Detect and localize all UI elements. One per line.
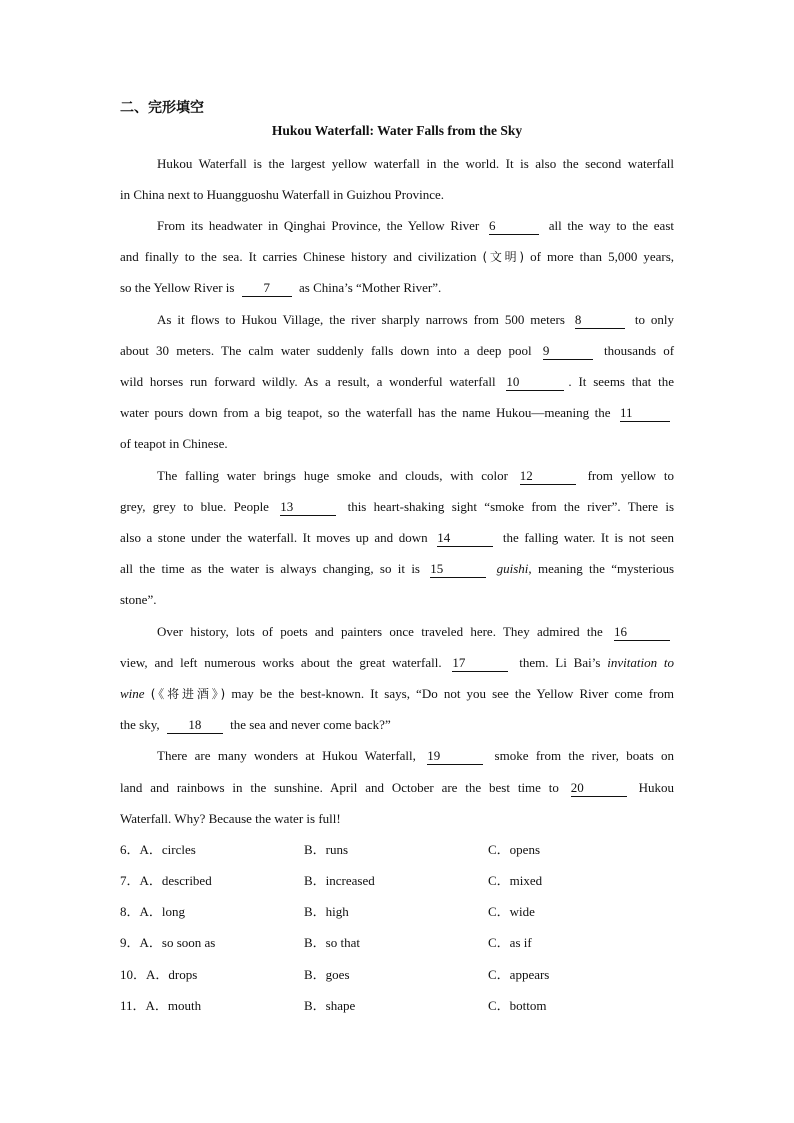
option-8-b[interactable]: B．high [304, 904, 349, 919]
option-11-b[interactable]: B．shape [304, 998, 356, 1013]
option-row-7 [120, 871, 674, 891]
option-6-b[interactable]: B．runs [304, 842, 349, 857]
option-10-c[interactable]: C．appears [488, 967, 550, 982]
blank-13[interactable]: 13 [280, 499, 336, 516]
p2-line-2: and finally to the sea. It carries Chinese history and civilization (文明) of more than 5,000 years, [120, 249, 675, 264]
option-9-a[interactable]: 9．A．so soon as [120, 935, 216, 950]
blank-9[interactable]: 9 [543, 343, 593, 360]
blank-18[interactable]: 18 [167, 717, 223, 734]
option-row-9 [120, 933, 674, 953]
blank-20[interactable]: 20 [571, 780, 627, 797]
blank-8[interactable]: 8 [575, 312, 625, 329]
section-title: 二、完形填空 [120, 100, 204, 116]
option-9-b[interactable]: B．so that [304, 935, 360, 950]
blank-16[interactable]: 16 [614, 624, 670, 641]
option-7-a[interactable]: 7．A．described [120, 873, 212, 888]
blank-14[interactable]: 14 [437, 530, 493, 547]
p5-line-2: view, and left numerous works about the great waterfall. 17 them. Li Bai’s invitation to [120, 655, 674, 670]
p4-line-1: The falling water brings huge smoke and clouds, with color 12 from yellow to [157, 468, 675, 483]
option-11-c[interactable]: C．bottom [488, 998, 547, 1013]
p2-line-1: From its headwater in Qinghai Province, the Yellow River 6 all the way to the east [157, 218, 674, 233]
option-10-b[interactable]: B．goes [304, 967, 350, 982]
blank-6[interactable]: 6 [489, 218, 539, 235]
p2-line-3: so the Yellow River is 7 as China’s “Mother River”. [120, 280, 442, 295]
p1-line-2: in China next to Huangguoshu Waterfall in Guizhou Province. [120, 187, 445, 202]
p3-line-5: of teapot in Chinese. [120, 436, 228, 451]
p4-line-5: stone”. [120, 592, 157, 607]
blank-15[interactable]: 15 [430, 561, 486, 578]
p1-line-1: Hukou Waterfall is the largest yellow waterfall in the world. It is also the second waterfall [157, 156, 674, 171]
option-10-a[interactable]: 10．A．drops [120, 967, 198, 982]
blank-12[interactable]: 12 [520, 468, 576, 485]
option-9-c[interactable]: C．as if [488, 935, 532, 950]
p4-line-3: also a stone under the waterfall. It moves up and down 14 the falling water. It is not seen [120, 530, 675, 545]
option-8-a[interactable]: 8．A．long [120, 904, 186, 919]
blank-19[interactable]: 19 [427, 748, 483, 765]
option-7-c[interactable]: C．mixed [488, 873, 543, 888]
blank-11[interactable]: 11 [620, 405, 670, 422]
option-6-a[interactable]: 6．A．circles [120, 842, 196, 857]
option-8-c[interactable]: C．wide [488, 904, 535, 919]
p6-line-3: Waterfall. Why? Because the water is full! [120, 811, 341, 826]
blank-7[interactable]: 7 [242, 280, 292, 297]
article-title: Hukou Waterfall: Water Falls from the Sky [271, 123, 523, 138]
p3-line-4: water pours down from a big teapot, so the waterfall has the name Hukou—meaning the 11 [120, 402, 674, 424]
p3-line-1: As it flows to Hukou Village, the river sharply narrows from 500 meters 8 to only [157, 312, 674, 327]
p3-line-2: about 30 meters. The calm water suddenly falls down into a deep pool 9 thousands of [120, 343, 675, 358]
p6-line-2: land and rainbows in the sunshine. April and October are the best time to 20 Hukou [120, 780, 675, 795]
option-11-a[interactable]: 11．A．mouth [120, 998, 202, 1013]
p5-line-3: wine (《将进酒》) may be the best-known. It says, “Do not you see the Yellow River come from [120, 686, 675, 701]
option-row-6 [120, 840, 674, 860]
option-7-b[interactable]: B．increased [304, 873, 375, 888]
blank-10[interactable]: 10 [506, 374, 564, 391]
option-6-c[interactable]: C．opens [488, 842, 541, 857]
p3-line-3: wild horses run forward wildly. As a result, a wonderful waterfall 10 . It seems that the [120, 374, 674, 389]
p6-line-1: There are many wonders at Hukou Waterfall, 19 smoke from the river, boats on [157, 748, 674, 763]
p4-line-4: all the time as the water is always changing, so it is 15 guishi, meaning the “mysterious [120, 561, 675, 576]
option-row-10 [120, 965, 674, 985]
option-row-11 [120, 996, 674, 1016]
p5-line-4: the sky, 18 the sea and never come back?” [120, 717, 391, 732]
option-row-8 [120, 902, 674, 922]
p4-line-2: grey, grey to blue. People 13 this heart-shaking sight “smoke from the river”. There is [120, 499, 675, 514]
p5-line-1: Over history, lots of poets and painters once traveled here. They admired the 16 [157, 621, 674, 643]
blank-17[interactable]: 17 [452, 655, 508, 672]
